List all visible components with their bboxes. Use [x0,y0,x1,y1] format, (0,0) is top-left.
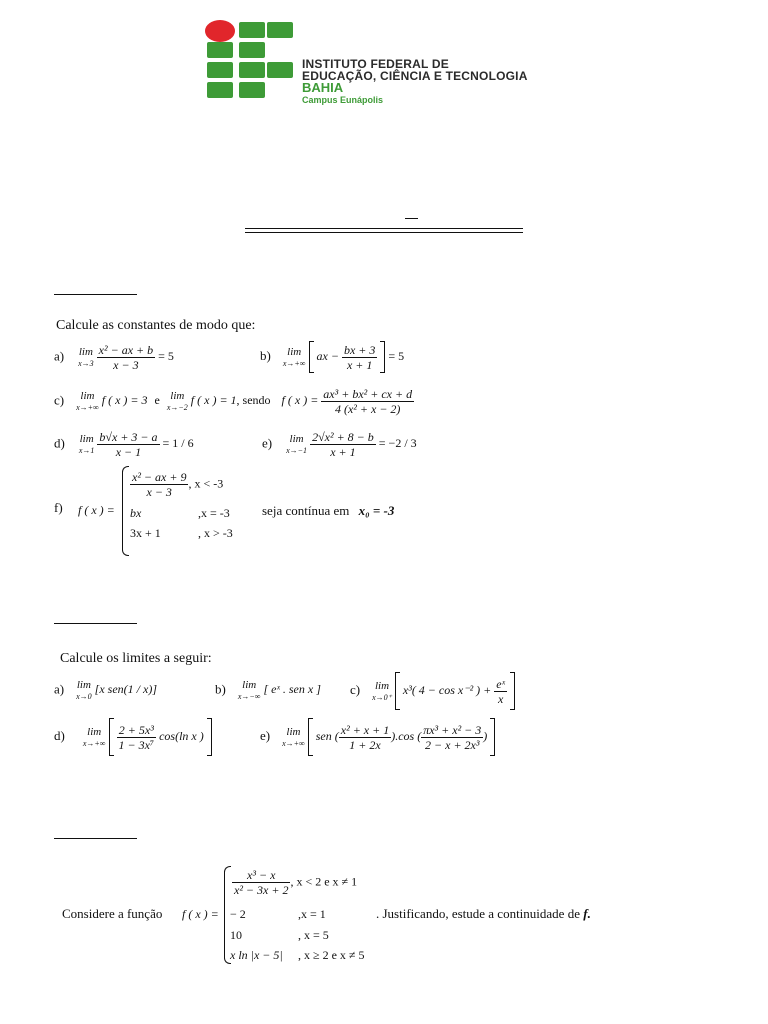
conjunction: , sendo [236,393,271,408]
exercise-2d: d) lim x→+∞ $\frac{\text{2 + 5x³}}{\text{1 − 3x⁷}}$ cos(ln x ) [54,718,212,756]
logo-square [267,22,293,38]
item-label: b) [260,347,271,363]
piecewise-brace [122,466,129,556]
section-3-fdef: f ( x ) = [182,907,219,921]
section-2-intro: Calcule os limites a seguir: [60,651,212,666]
institute-line-1: INSTITUTO FEDERAL DE [302,57,449,71]
limit-operator: lim x→1 [78,433,95,455]
fraction: $\frac{\text{ax³ + bx² + cx + d}}{\text{4 (x² + x − 2)}}$ [323,387,413,416]
piece-4-cond: , x ≥ 2 e x ≠ 5 [298,948,365,962]
institute-logo [205,20,295,100]
limit-operator: lim x→−1 [286,433,308,455]
institute-name [302,58,528,106]
expression: cos(ln x ) [159,728,204,743]
equation-rhs: = 1 / 6 [162,436,194,451]
piece-3: 10 [230,928,242,942]
piece-2-cond: ,x = 1 [298,907,326,921]
institute-line-2: EDUCAÇÃO, CIÊNCIA E TECNOLOGIA [302,69,528,83]
exercise-2e: e) lim x→+∞ sen ( $\frac{\text{x² + x + 1}}{1 + 2x}$ ).cos ( $\frac{\text{πx³ + x² − 3}}{\text{2 − x + 2x³}}$ ) [260,718,495,756]
logo-square [239,62,265,78]
item-label: c) [54,392,65,408]
logo-square [239,82,265,98]
title-dash [405,218,418,219]
conjunction: e [154,393,160,408]
item-label: b) [215,681,226,697]
limit-operator: lim x→+∞ [282,345,306,368]
piece-2-cond: ,x = -3 [198,506,230,520]
exercise-1e [262,430,417,459]
item-label: a) [54,681,65,697]
exercise-1d [54,430,194,459]
section-3-heading-line [54,838,137,839]
exercise-1a [54,343,174,372]
exercise-2b: b) lim x→−∞ [ eˣ . sen x ] [215,679,321,701]
title-rule-bottom [245,232,523,233]
fraction: $\frac{b√x + 3 - a}{x - 1}$ [99,430,158,459]
logo-square [207,42,233,58]
section-3-intro: Considere a função [62,906,163,921]
logo-square [207,62,233,78]
function-def: f ( x ) = [281,393,319,408]
exercise-2a: a) lim x→0 [x sen(1 / x)] [54,679,157,701]
expression: [ eˣ . sen x ] [263,682,321,697]
logo-square [267,62,293,78]
item-label: d) [54,435,65,451]
logo-square [207,82,233,98]
logo-square [239,22,265,38]
limit-operator: lim x→−2 [166,390,188,412]
title-rule-top [245,228,523,229]
exercise-1f-label: f) [54,500,63,515]
piece-1: $\frac{\text{x² − ax + 9}}{x - 3}$ , x < -3 [132,470,224,499]
piece-4: x ln |x − 5| [230,948,283,962]
equation-rhs: = 5 [388,348,405,363]
exercise-1c [54,387,414,416]
institute-line-3: BAHIA [302,80,344,95]
item-label: e) [260,727,271,743]
expression: f ( x ) = 3 [101,393,148,408]
section-3-task: . Justificando, estude a continuidade de f. [376,906,591,921]
expression: [x sen(1 / x)] [94,682,157,697]
fraction: $\frac{\text{2√x² + 8 − b}}{x + 1}$ [312,430,374,459]
expression: ax − [316,348,339,363]
limit-operator: lim x→3 [78,346,94,368]
item-label: c) [350,681,361,697]
fraction: $\frac{\text{x² − ax + b}}{x - 3}$ [98,343,154,372]
expression: x³( 4 − cos x⁻² ) + [402,682,492,697]
limit-operator: lim x→+∞ [76,390,99,412]
institute-campus: Campus Eunápolis [302,95,384,105]
piece-2: − 2 [230,907,246,921]
section-1-heading-line [54,294,137,295]
item-label: e) [262,435,273,451]
expression: f ( x ) = 1 [190,393,237,408]
exercise-1b [260,341,404,373]
exercise-2c: c) lim x→0⁺ x³( 4 − cos x⁻² ) + $\frac{\text{eˣ}}{x}$ [350,672,515,710]
logo-red-circle [205,20,235,42]
logo-square [239,42,265,58]
equation-rhs: = −2 / 3 [378,436,417,451]
piece-1: $\frac{\text{x³ − x}}{\text{x² − 3x + 2}}$ , x < 2 e x ≠ 1 [234,868,358,897]
piece-2: bx [130,506,142,520]
piece-3-cond: , x > -3 [198,526,233,540]
piece-3-cond: , x = 5 [298,928,329,942]
section-2-heading-line [54,623,137,624]
exercise-1f-fdef: f ( x ) = [78,503,115,517]
piece-3: 3x + 1 [130,526,161,540]
item-label: a) [54,348,65,364]
equation-rhs: = 5 [158,349,174,364]
fraction: $\frac{bx + 3}{x + 1}$ [343,342,376,372]
section-1-intro: Calcule as constantes de modo que: [56,318,256,333]
continuity-statement: seja contínua em x₀ = -3 [262,503,395,518]
item-label: d) [54,727,65,743]
